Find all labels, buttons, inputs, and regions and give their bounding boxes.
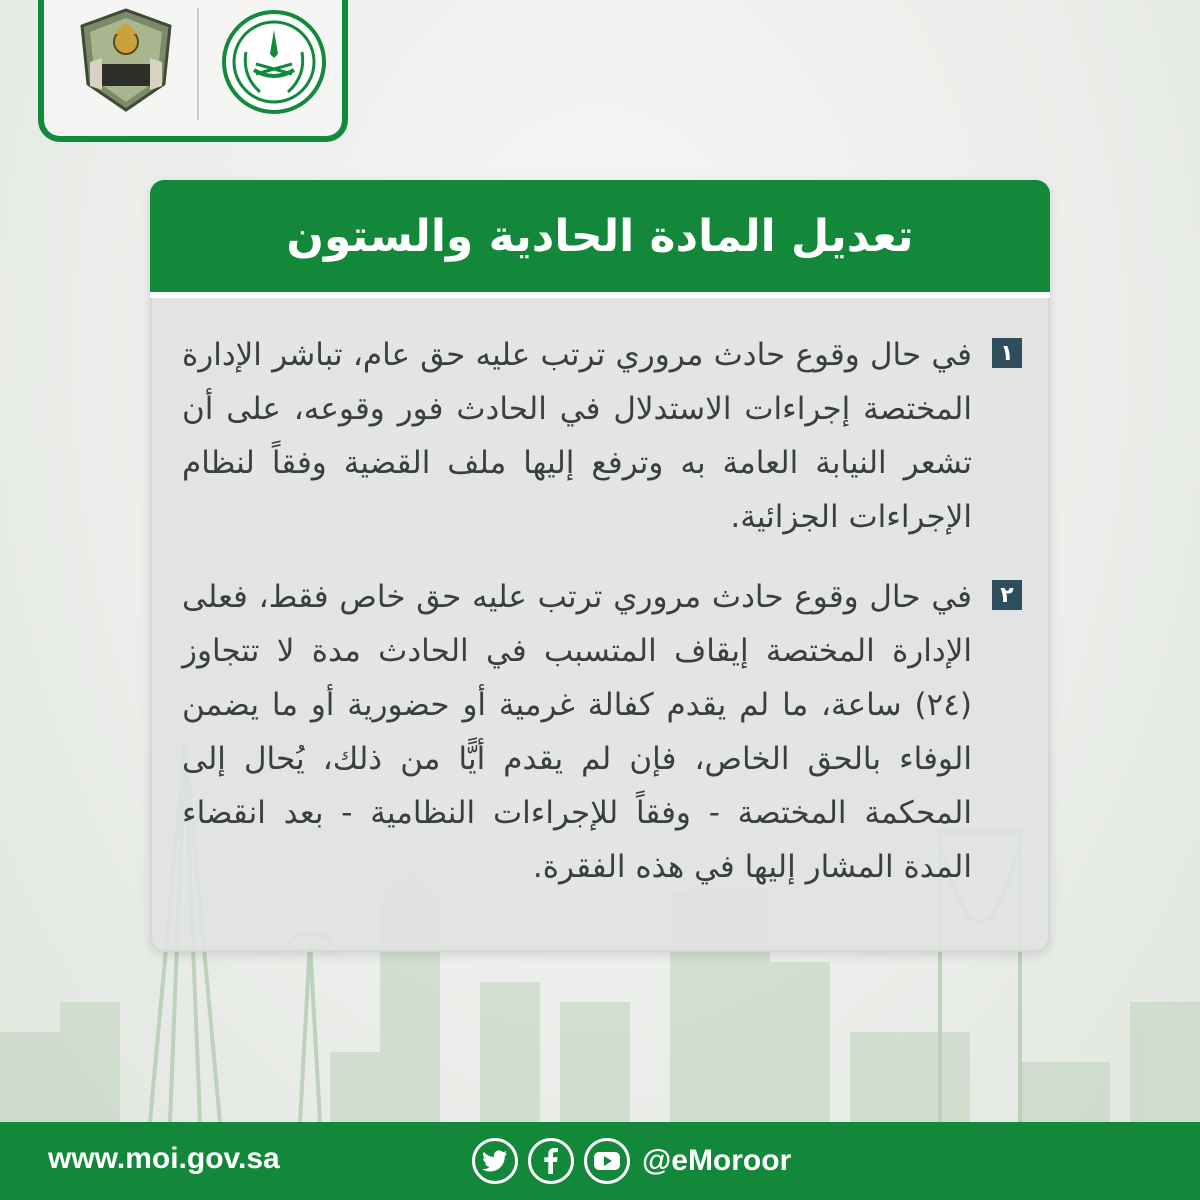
clause-item bbox=[182, 570, 1022, 894]
traffic-police-logo bbox=[70, 4, 182, 116]
clause-number-badge: ٢ bbox=[992, 580, 1022, 610]
social-handle[interactable]: @eMoroor bbox=[642, 1144, 792, 1177]
footer-bar bbox=[0, 1122, 1200, 1200]
clause-text: في حال وقوع حادث مروري ترتب عليه حق خاص فقط، فعلى الإدارة المختصة إيقاف المتسبب في الحادث مدة لا تتجاوز (٢٤) ساعة، ما لم يقدم كفالة غرمية أو حضورية أو ما يضمن الوفاء بالحق الخاص، فإن لم يقدم أيًّا من ذلك، يُحال إلى المحكمة المختصة - وفقاً للإجراءات النظامية - بعد انقضاء المدة المشار إليها في هذه الفقرة. bbox=[182, 579, 972, 885]
article-panel bbox=[150, 180, 1050, 952]
panel-header bbox=[150, 180, 1050, 298]
youtube-icon[interactable] bbox=[584, 1138, 630, 1184]
clause-item bbox=[182, 328, 1022, 544]
logo-divider bbox=[197, 8, 199, 120]
clause-text: في حال وقوع حادث مروري ترتب عليه حق عام، تباشر الإدارة المختصة إجراءات الاستدلال في الحادث فور وقوعه، على أن تشعر النيابة العامة به وترفع إليها ملف القضية وفقاً لنظام الإجراءات الجزائية. bbox=[182, 337, 972, 535]
social-links bbox=[472, 1138, 791, 1184]
panel-title: تعديل المادة الحادية والستون bbox=[286, 210, 914, 262]
clause-number-badge: ١ bbox=[992, 338, 1022, 368]
moi-emblem-logo bbox=[220, 8, 328, 116]
facebook-icon[interactable] bbox=[528, 1138, 574, 1184]
twitter-icon[interactable] bbox=[472, 1138, 518, 1184]
panel-body bbox=[150, 298, 1050, 952]
logo-card bbox=[38, 0, 348, 142]
website-link[interactable]: www.moi.gov.sa bbox=[48, 1142, 280, 1175]
